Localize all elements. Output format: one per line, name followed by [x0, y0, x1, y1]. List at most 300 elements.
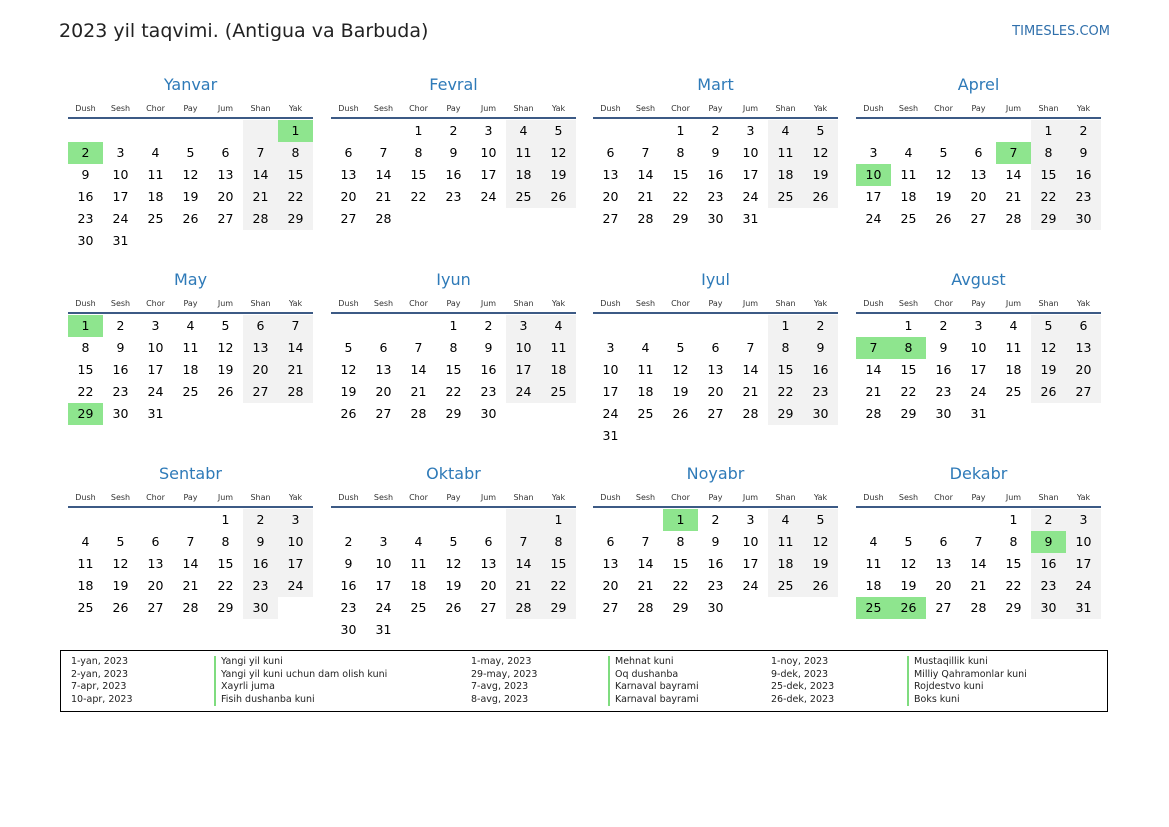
day-cell: 30 [1031, 597, 1066, 619]
empty-cell [856, 315, 891, 337]
day-cell: 15 [900, 362, 917, 377]
month-name: Noyabr [686, 464, 745, 483]
empty-cell [103, 509, 138, 531]
day-cell: 16 [1066, 164, 1101, 186]
day-cell: 11 [147, 167, 164, 182]
day-cell: 6 [1066, 315, 1101, 337]
day-cell: 21 [506, 575, 541, 597]
weekday-label: Dush [863, 493, 884, 502]
weekday-label: Shan [1038, 104, 1059, 113]
day-cell: 6 [939, 534, 948, 549]
day-cell: 2 [1031, 509, 1066, 531]
legend-names-2 [608, 656, 699, 706]
holiday-day-cell: 1 [663, 509, 698, 531]
weekday-label: Pay [183, 493, 198, 502]
day-cell: 1 [676, 123, 685, 138]
weekday-label: Yak [1076, 299, 1091, 308]
day-cell: 9 [116, 340, 125, 355]
legend-date: 8-avg, 2023 [471, 693, 529, 705]
weekday-label: Dush [75, 299, 96, 308]
empty-cell [331, 315, 366, 337]
day-cell: 20 [243, 359, 278, 381]
day-cell: 5 [186, 145, 195, 160]
day-cell: 24 [1066, 575, 1101, 597]
day-cell: 8 [768, 337, 803, 359]
day-cell: 30 [707, 211, 724, 226]
day-cell: 7 [243, 142, 278, 164]
day-cell: 8 [221, 534, 230, 549]
legend-dates-3 [771, 656, 834, 706]
day-cell: 18 [637, 384, 654, 399]
day-cell: 5 [904, 534, 913, 549]
day-cell: 7 [974, 534, 983, 549]
day-cell: 11 [1005, 340, 1022, 355]
day-cell: 10 [1066, 531, 1101, 553]
day-cell: 13 [217, 167, 234, 182]
day-cell: 17 [278, 553, 313, 575]
empty-cell [891, 120, 926, 142]
empty-cell [68, 120, 103, 142]
day-cell: 14 [637, 167, 654, 182]
weekday-label: Jum [742, 104, 759, 113]
weekday-label: Dush [600, 493, 621, 502]
month-fevral [331, 73, 576, 230]
day-cell: 22 [445, 384, 462, 399]
day-cell: 17 [112, 189, 129, 204]
weekday-label: Yak [551, 299, 566, 308]
weekday-label: Jum [480, 299, 497, 308]
legend-names-1 [214, 656, 387, 706]
day-cell: 24 [480, 189, 497, 204]
day-cell: 12 [541, 142, 576, 164]
day-cell: 1 [414, 123, 423, 138]
weekday-label: Yak [288, 493, 303, 502]
day-cell: 13 [243, 337, 278, 359]
day-cell: 14 [375, 167, 392, 182]
day-cell: 21 [278, 359, 313, 381]
weekday-label: Shan [250, 493, 271, 502]
day-cell: 11 [637, 362, 654, 377]
day-cell: 20 [602, 189, 619, 204]
day-cell: 5 [541, 120, 576, 142]
weekday-label: Dush [863, 299, 884, 308]
empty-cell [366, 509, 401, 531]
empty-cell [628, 315, 663, 337]
weekday-label: Sesh [898, 104, 919, 113]
day-cell: 9 [449, 145, 458, 160]
day-cell: 5 [676, 340, 685, 355]
day-cell: 13 [147, 556, 164, 571]
day-cell: 3 [151, 318, 160, 333]
day-cell: 2 [243, 509, 278, 531]
day-cell: 24 [742, 578, 759, 593]
empty-cell [856, 120, 891, 142]
weekday-label: Jum [1005, 104, 1022, 113]
day-cell: 21 [637, 189, 654, 204]
empty-cell [103, 120, 138, 142]
weekday-label: Shan [1038, 493, 1059, 502]
day-cell: 14 [865, 362, 882, 377]
weekday-label: Dush [600, 299, 621, 308]
day-cell: 16 [243, 553, 278, 575]
day-cell: 23 [243, 575, 278, 597]
day-cell: 15 [672, 556, 689, 571]
month-name: Oktabr [426, 464, 481, 483]
day-cell: 12 [217, 340, 234, 355]
day-cell: 15 [410, 167, 427, 182]
day-cell: 14 [506, 553, 541, 575]
day-cell: 12 [182, 167, 199, 182]
brand-link[interactable]: TIMESLES.COM [1012, 24, 1110, 39]
day-grid [593, 120, 838, 230]
weekday-label: Dush [75, 493, 96, 502]
day-cell: 3 [869, 145, 878, 160]
day-cell: 11 [410, 556, 427, 571]
day-cell: 21 [637, 578, 654, 593]
day-cell: 1 [1009, 512, 1018, 527]
day-grid [68, 509, 313, 619]
weekday-header [331, 490, 576, 508]
day-grid [331, 120, 576, 230]
day-cell: 8 [1009, 534, 1018, 549]
day-cell: 19 [340, 384, 357, 399]
day-cell: 11 [865, 556, 882, 571]
month-name: Yanvar [163, 75, 218, 94]
day-cell: 2 [1066, 120, 1101, 142]
month-yanvar [68, 73, 313, 252]
holiday-day-cell: 29 [68, 403, 103, 425]
day-cell: 22 [77, 384, 94, 399]
day-cell: 11 [768, 142, 803, 164]
day-cell: 24 [147, 384, 164, 399]
weekday-header [593, 490, 838, 508]
empty-cell [138, 120, 173, 142]
day-cell: 29 [1005, 600, 1022, 615]
day-cell: 5 [116, 534, 125, 549]
legend-date: 1-noy, 2023 [771, 656, 829, 667]
weekday-label: Chor [671, 493, 690, 502]
weekday-label: Sesh [110, 104, 131, 113]
weekday-label: Chor [146, 493, 165, 502]
day-cell: 6 [974, 145, 983, 160]
day-cell: 30 [480, 406, 497, 421]
weekday-label: Jum [1005, 299, 1022, 308]
weekday-label: Yak [813, 493, 828, 502]
holiday-day-cell: 1 [278, 120, 313, 142]
legend-holiday-name: Milliy Qahramonlar kuni [907, 669, 1027, 682]
weekday-label: Sesh [373, 493, 394, 502]
day-cell: 20 [935, 578, 952, 593]
empty-cell [926, 120, 961, 142]
legend-date: 26-dek, 2023 [771, 693, 835, 705]
day-cell: 6 [221, 145, 230, 160]
weekday-label: Pay [446, 299, 461, 308]
weekday-label: Sesh [373, 104, 394, 113]
day-cell: 16 [112, 362, 129, 377]
weekday-label: Pay [446, 493, 461, 502]
day-cell: 5 [449, 534, 458, 549]
day-cell: 23 [112, 384, 129, 399]
day-cell: 18 [506, 164, 541, 186]
day-cell: 17 [742, 167, 759, 182]
page-title: 2023 yil taqvimi. (Antigua va Barbuda) [59, 20, 429, 42]
day-grid [593, 509, 838, 619]
legend-date: 29-may, 2023 [471, 668, 538, 680]
day-cell: 9 [1066, 142, 1101, 164]
day-cell: 30 [1066, 208, 1101, 230]
weekday-label: Jum [217, 299, 234, 308]
weekday-label: Pay [708, 299, 723, 308]
weekday-label: Yak [288, 299, 303, 308]
weekday-label: Chor [146, 104, 165, 113]
day-cell: 2 [711, 512, 720, 527]
day-cell: 10 [147, 340, 164, 355]
day-cell: 28 [410, 406, 427, 421]
legend-names-3 [907, 656, 1027, 706]
weekday-label: Sesh [373, 299, 394, 308]
day-cell: 21 [1005, 189, 1022, 204]
day-cell: 4 [1009, 318, 1018, 333]
holiday-day-cell: 8 [891, 337, 926, 359]
day-cell: 19 [1031, 359, 1066, 381]
day-cell: 25 [77, 600, 94, 615]
empty-cell [173, 120, 208, 142]
day-cell: 27 [480, 600, 497, 615]
legend-holiday-name: Yangi yil kuni uchun dam olish kuni [214, 669, 387, 682]
day-cell: 25 [410, 600, 427, 615]
day-cell: 7 [641, 145, 650, 160]
day-cell: 14 [637, 556, 654, 571]
day-cell: 17 [480, 167, 497, 182]
day-cell: 30 [77, 233, 94, 248]
day-cell: 11 [541, 337, 576, 359]
day-cell: 25 [637, 406, 654, 421]
day-cell: 26 [1031, 381, 1066, 403]
day-cell: 4 [186, 318, 195, 333]
weekday-label: Chor [409, 493, 428, 502]
day-cell: 16 [707, 556, 724, 571]
day-cell: 1 [904, 318, 913, 333]
weekday-label: Yak [1076, 493, 1091, 502]
weekday-header [856, 296, 1101, 314]
weekday-label: Sesh [898, 493, 919, 502]
day-cell: 9 [803, 337, 838, 359]
weekday-label: Shan [250, 104, 271, 113]
day-cell: 8 [676, 145, 685, 160]
day-cell: 29 [768, 403, 803, 425]
day-cell: 5 [221, 318, 230, 333]
day-cell: 21 [410, 384, 427, 399]
month-name: Mart [697, 75, 734, 94]
day-cell: 18 [768, 164, 803, 186]
weekday-label: Shan [775, 493, 796, 502]
empty-cell [401, 315, 436, 337]
day-cell: 25 [506, 186, 541, 208]
day-cell: 27 [602, 211, 619, 226]
day-cell: 26 [672, 406, 689, 421]
legend-date: 7-apr, 2023 [71, 681, 127, 693]
day-cell: 28 [1005, 211, 1022, 226]
day-cell: 23 [480, 384, 497, 399]
weekday-label: Sesh [635, 493, 656, 502]
day-grid [331, 315, 576, 425]
weekday-label: Pay [183, 299, 198, 308]
day-cell: 4 [768, 120, 803, 142]
day-cell: 19 [112, 578, 129, 593]
day-cell: 17 [602, 384, 619, 399]
day-cell: 27 [602, 600, 619, 615]
day-cell: 24 [602, 406, 619, 421]
day-cell: 13 [602, 556, 619, 571]
weekday-label: Jum [217, 104, 234, 113]
day-cell: 28 [637, 211, 654, 226]
weekday-label: Sesh [110, 299, 131, 308]
day-cell: 27 [935, 600, 952, 615]
day-cell: 31 [970, 406, 987, 421]
day-cell: 16 [1031, 553, 1066, 575]
day-cell: 23 [935, 384, 952, 399]
day-cell: 2 [803, 315, 838, 337]
weekday-label: Shan [513, 493, 534, 502]
empty-cell [733, 315, 768, 337]
month-mart [593, 73, 838, 230]
weekday-header [331, 101, 576, 119]
day-cell: 27 [243, 381, 278, 403]
month-name: Iyun [436, 270, 471, 289]
day-cell: 24 [375, 600, 392, 615]
weekday-label: Chor [934, 299, 953, 308]
empty-cell [401, 509, 436, 531]
day-cell: 6 [243, 315, 278, 337]
day-cell: 27 [1066, 381, 1101, 403]
legend-holiday-name: Fisih dushanba kuni [214, 694, 387, 707]
day-cell: 16 [340, 578, 357, 593]
month-name: Iyul [701, 270, 730, 289]
day-cell: 11 [506, 142, 541, 164]
weekday-label: Dush [75, 104, 96, 113]
holiday-day-cell: 2 [68, 142, 103, 164]
day-cell: 16 [77, 189, 94, 204]
legend-holiday-name: Boks kuni [907, 694, 1027, 707]
day-cell: 29 [1031, 208, 1066, 230]
day-cell: 26 [217, 384, 234, 399]
day-cell: 12 [803, 531, 838, 553]
day-cell: 30 [707, 600, 724, 615]
day-cell: 10 [278, 531, 313, 553]
day-cell: 1 [221, 512, 230, 527]
day-cell: 8 [278, 142, 313, 164]
day-cell: 17 [375, 578, 392, 593]
month-iyul [593, 268, 838, 447]
day-cell: 2 [116, 318, 125, 333]
weekday-label: Pay [971, 104, 986, 113]
day-cell: 7 [746, 340, 755, 355]
day-cell: 22 [900, 384, 917, 399]
day-cell: 20 [217, 189, 234, 204]
weekday-label: Pay [971, 299, 986, 308]
weekday-label: Sesh [110, 493, 131, 502]
day-cell: 6 [151, 534, 160, 549]
empty-cell [243, 120, 278, 142]
day-cell: 24 [112, 211, 129, 226]
weekday-label: Yak [551, 493, 566, 502]
day-cell: 4 [151, 145, 160, 160]
legend-date: 7-avg, 2023 [471, 681, 529, 693]
weekday-header [331, 296, 576, 314]
day-cell: 4 [541, 315, 576, 337]
day-cell: 23 [77, 211, 94, 226]
day-cell: 21 [243, 186, 278, 208]
day-cell: 31 [1066, 597, 1101, 619]
weekday-label: Sesh [635, 104, 656, 113]
day-cell: 31 [375, 622, 392, 637]
day-cell: 4 [904, 145, 913, 160]
weekday-header [593, 296, 838, 314]
legend-holiday-name: Yangi yil kuni [214, 656, 387, 669]
day-cell: 3 [746, 123, 755, 138]
empty-cell [68, 509, 103, 531]
day-cell: 5 [803, 120, 838, 142]
empty-cell [173, 509, 208, 531]
holiday-day-cell: 1 [68, 315, 103, 337]
day-cell: 25 [768, 575, 803, 597]
empty-cell [593, 315, 628, 337]
month-aprel [856, 73, 1101, 230]
day-cell: 29 [672, 211, 689, 226]
month-dekabr [856, 462, 1101, 619]
empty-cell [593, 120, 628, 142]
day-cell: 28 [278, 381, 313, 403]
day-cell: 22 [410, 189, 427, 204]
day-grid [68, 120, 313, 252]
day-cell: 4 [506, 120, 541, 142]
day-cell: 8 [541, 531, 576, 553]
empty-cell [628, 120, 663, 142]
day-cell: 3 [606, 340, 615, 355]
day-cell: 12 [803, 142, 838, 164]
month-oktabr [331, 462, 576, 641]
day-grid [331, 509, 576, 641]
month-name: Fevral [429, 75, 478, 94]
day-cell: 6 [606, 145, 615, 160]
day-cell: 31 [112, 233, 129, 248]
day-cell: 8 [414, 145, 423, 160]
holiday-day-cell: 10 [856, 164, 891, 186]
holiday-day-cell: 7 [996, 142, 1031, 164]
day-cell: 3 [746, 512, 755, 527]
day-cell: 14 [410, 362, 427, 377]
day-cell: 5 [939, 145, 948, 160]
day-cell: 20 [1066, 359, 1101, 381]
weekday-label: Sesh [635, 299, 656, 308]
day-cell: 15 [1005, 556, 1022, 571]
weekday-label: Jum [217, 493, 234, 502]
weekday-label: Jum [480, 104, 497, 113]
day-cell: 23 [340, 600, 357, 615]
day-cell: 9 [711, 145, 720, 160]
day-cell: 17 [970, 362, 987, 377]
day-cell: 19 [803, 164, 838, 186]
day-cell: 27 [340, 211, 357, 226]
empty-cell [366, 315, 401, 337]
empty-cell [208, 120, 243, 142]
day-cell: 31 [602, 428, 619, 443]
day-cell: 24 [742, 189, 759, 204]
day-cell: 8 [676, 534, 685, 549]
day-cell: 17 [147, 362, 164, 377]
day-cell: 27 [217, 211, 234, 226]
day-cell: 13 [480, 556, 497, 571]
